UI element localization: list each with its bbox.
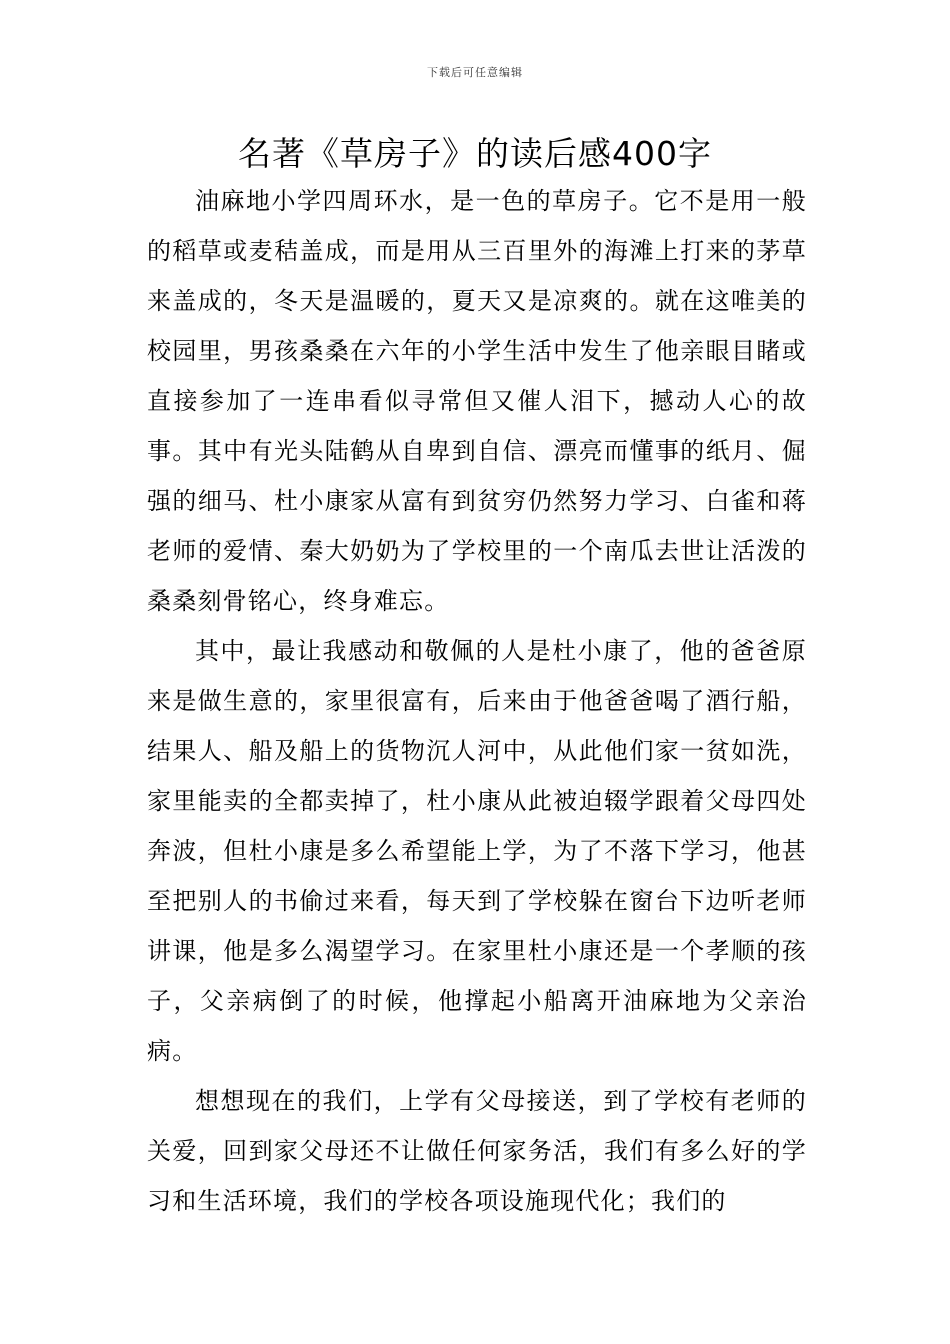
document-body — [147, 176, 807, 1226]
paragraph-3: 想想现在的我们，上学有父母接送，到了学校有老师的关爱，回到家父母还不让做任何家务活，我们有多么好的学习和生活环境，我们的学校各项设施现代化；我们的 — [147, 1087, 807, 1215]
header-note: 下载后可任意编辑 — [427, 66, 523, 79]
document-title: 名著《草房子》的读后感400字 — [238, 134, 712, 173]
paragraph-2: 其中，最让我感动和敬佩的人是杜小康了，他的爸爸原来是做生意的，家里很富有，后来由于他爸爸喝了酒行船，结果人、船及船上的货物沉人河中，从此他们家一贫如洗，家里能卖的全都卖掉了，杜小康从此被迫辍学跟着父母四处奔波，但杜小康是多么希望能上学，为了不落下学习，他甚至把别人的书偷过来看，每天到了学校躲在窗台下边听老师讲课，他是多么渴望学习。在家里杜小康还是一个孝顺的孩子，父亲病倒了的时候，他撑起小船离开油麻地为父亲治病。 — [147, 637, 807, 1065]
paragraph-1: 油麻地小学四周环水，是一色的草房子。它不是用一般的稻草或麦秸盖成，而是用从三百里外的海滩上打来的茅草来盖成的，冬天是温暖的，夏天又是凉爽的。就在这唯美的校园里，男孩桑桑在六年的小学生活中发生了他亲眼目睹或直接参加了一连串看似寻常但又催人泪下，撼动人心的故事。其中有光头陆鹤从自卑到自信、漂亮而懂事的纸月、倔强的细马、杜小康家从富有到贫穷仍然努力学习、白雀和蒋老师的爱情、秦大奶奶为了学校里的一个南瓜去世让活泼的桑桑刻骨铭心，终身难忘。 — [147, 187, 807, 615]
